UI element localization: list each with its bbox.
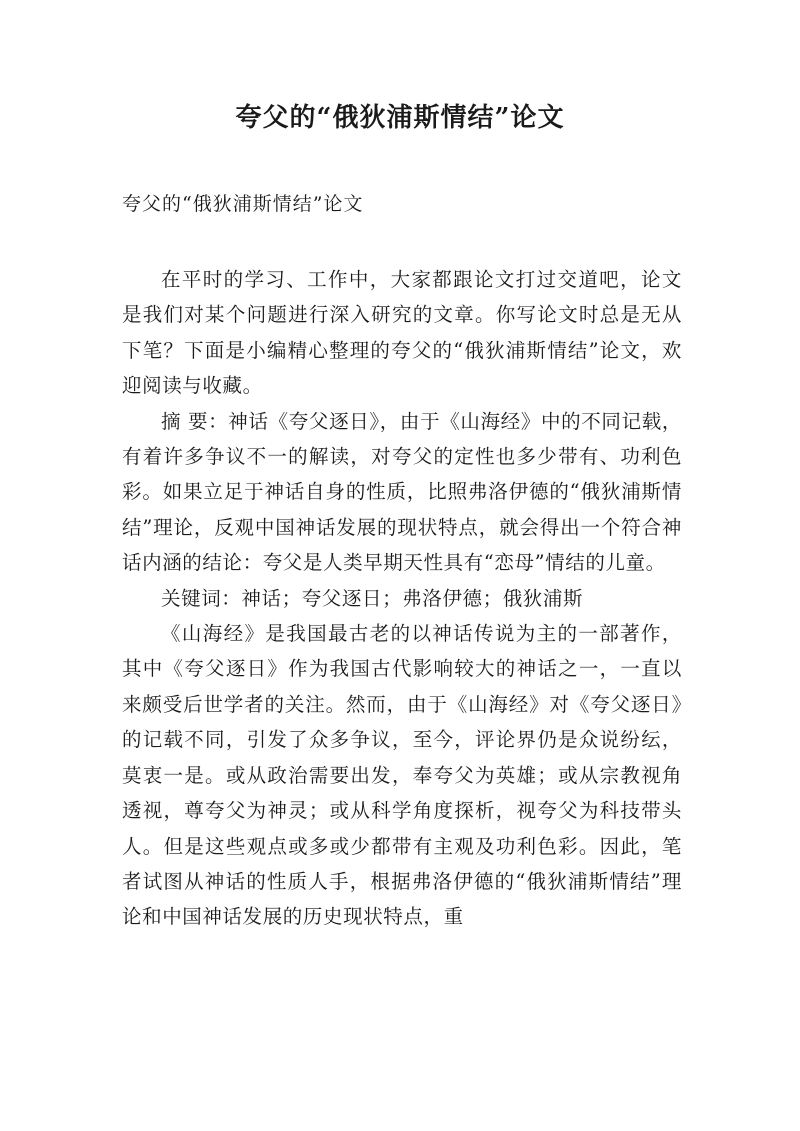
paragraph-main: 《山海经》是我国最古老的以神话传说为主的一部著作，其中《夸父逐日》作为我国古代影响较大的神话之一，一直以来颇受后世学者的关注。然而，由于《山海经》对《夸父逐日》的记载不同，引发了众多争议，至今，评论界仍是众说纷纭，莫衷一是。或从政治需要出发，奉夸父为英雄；或从宗教视角透视，尊夸父为神灵；或从科学角度探析，视夸父为科技带头人。但是这些观点或多或少都带有主观及功利色彩。因此，笔者试图从神话的性质人手，根据弗洛伊德的“俄狄浦斯情结”理论和中国神话发展的历史现状特点，重 (122, 622, 682, 929)
paragraph-abstract: 摘 要：神话《夸父逐日》，由于《山海经》中的不同记载，有着许多争议不一的解读，对夸父的定性也多少带有、功利色彩。如果立足于神话自身的性质，比照弗洛伊德的“俄狄浦斯情结”理论，反观中国神话发展的现状特点，就会得出一个符合神话内涵的结论：夸父是人类早期天性具有“恋母”情结的儿童。 (122, 409, 682, 575)
document-subtitle: 夸父的“俄狄浦斯情结”论文 (122, 193, 364, 215)
paragraph-intro: 在平时的学习、工作中，大家都跟论文打过交道吧，论文是我们对某个问题进行深入研究的文章。你写论文时总是无从下笔？下面是小编精心整理的夸父的“俄狄浦斯情结”论文，欢迎阅读与收藏。 (122, 268, 682, 398)
paragraph-keywords: 关键词：神话；夸父逐日；弗洛伊德；俄狄浦斯 (161, 586, 584, 610)
document-body (122, 262, 682, 935)
document-title: 夸父的“俄狄浦斯情结”论文 (235, 103, 565, 133)
